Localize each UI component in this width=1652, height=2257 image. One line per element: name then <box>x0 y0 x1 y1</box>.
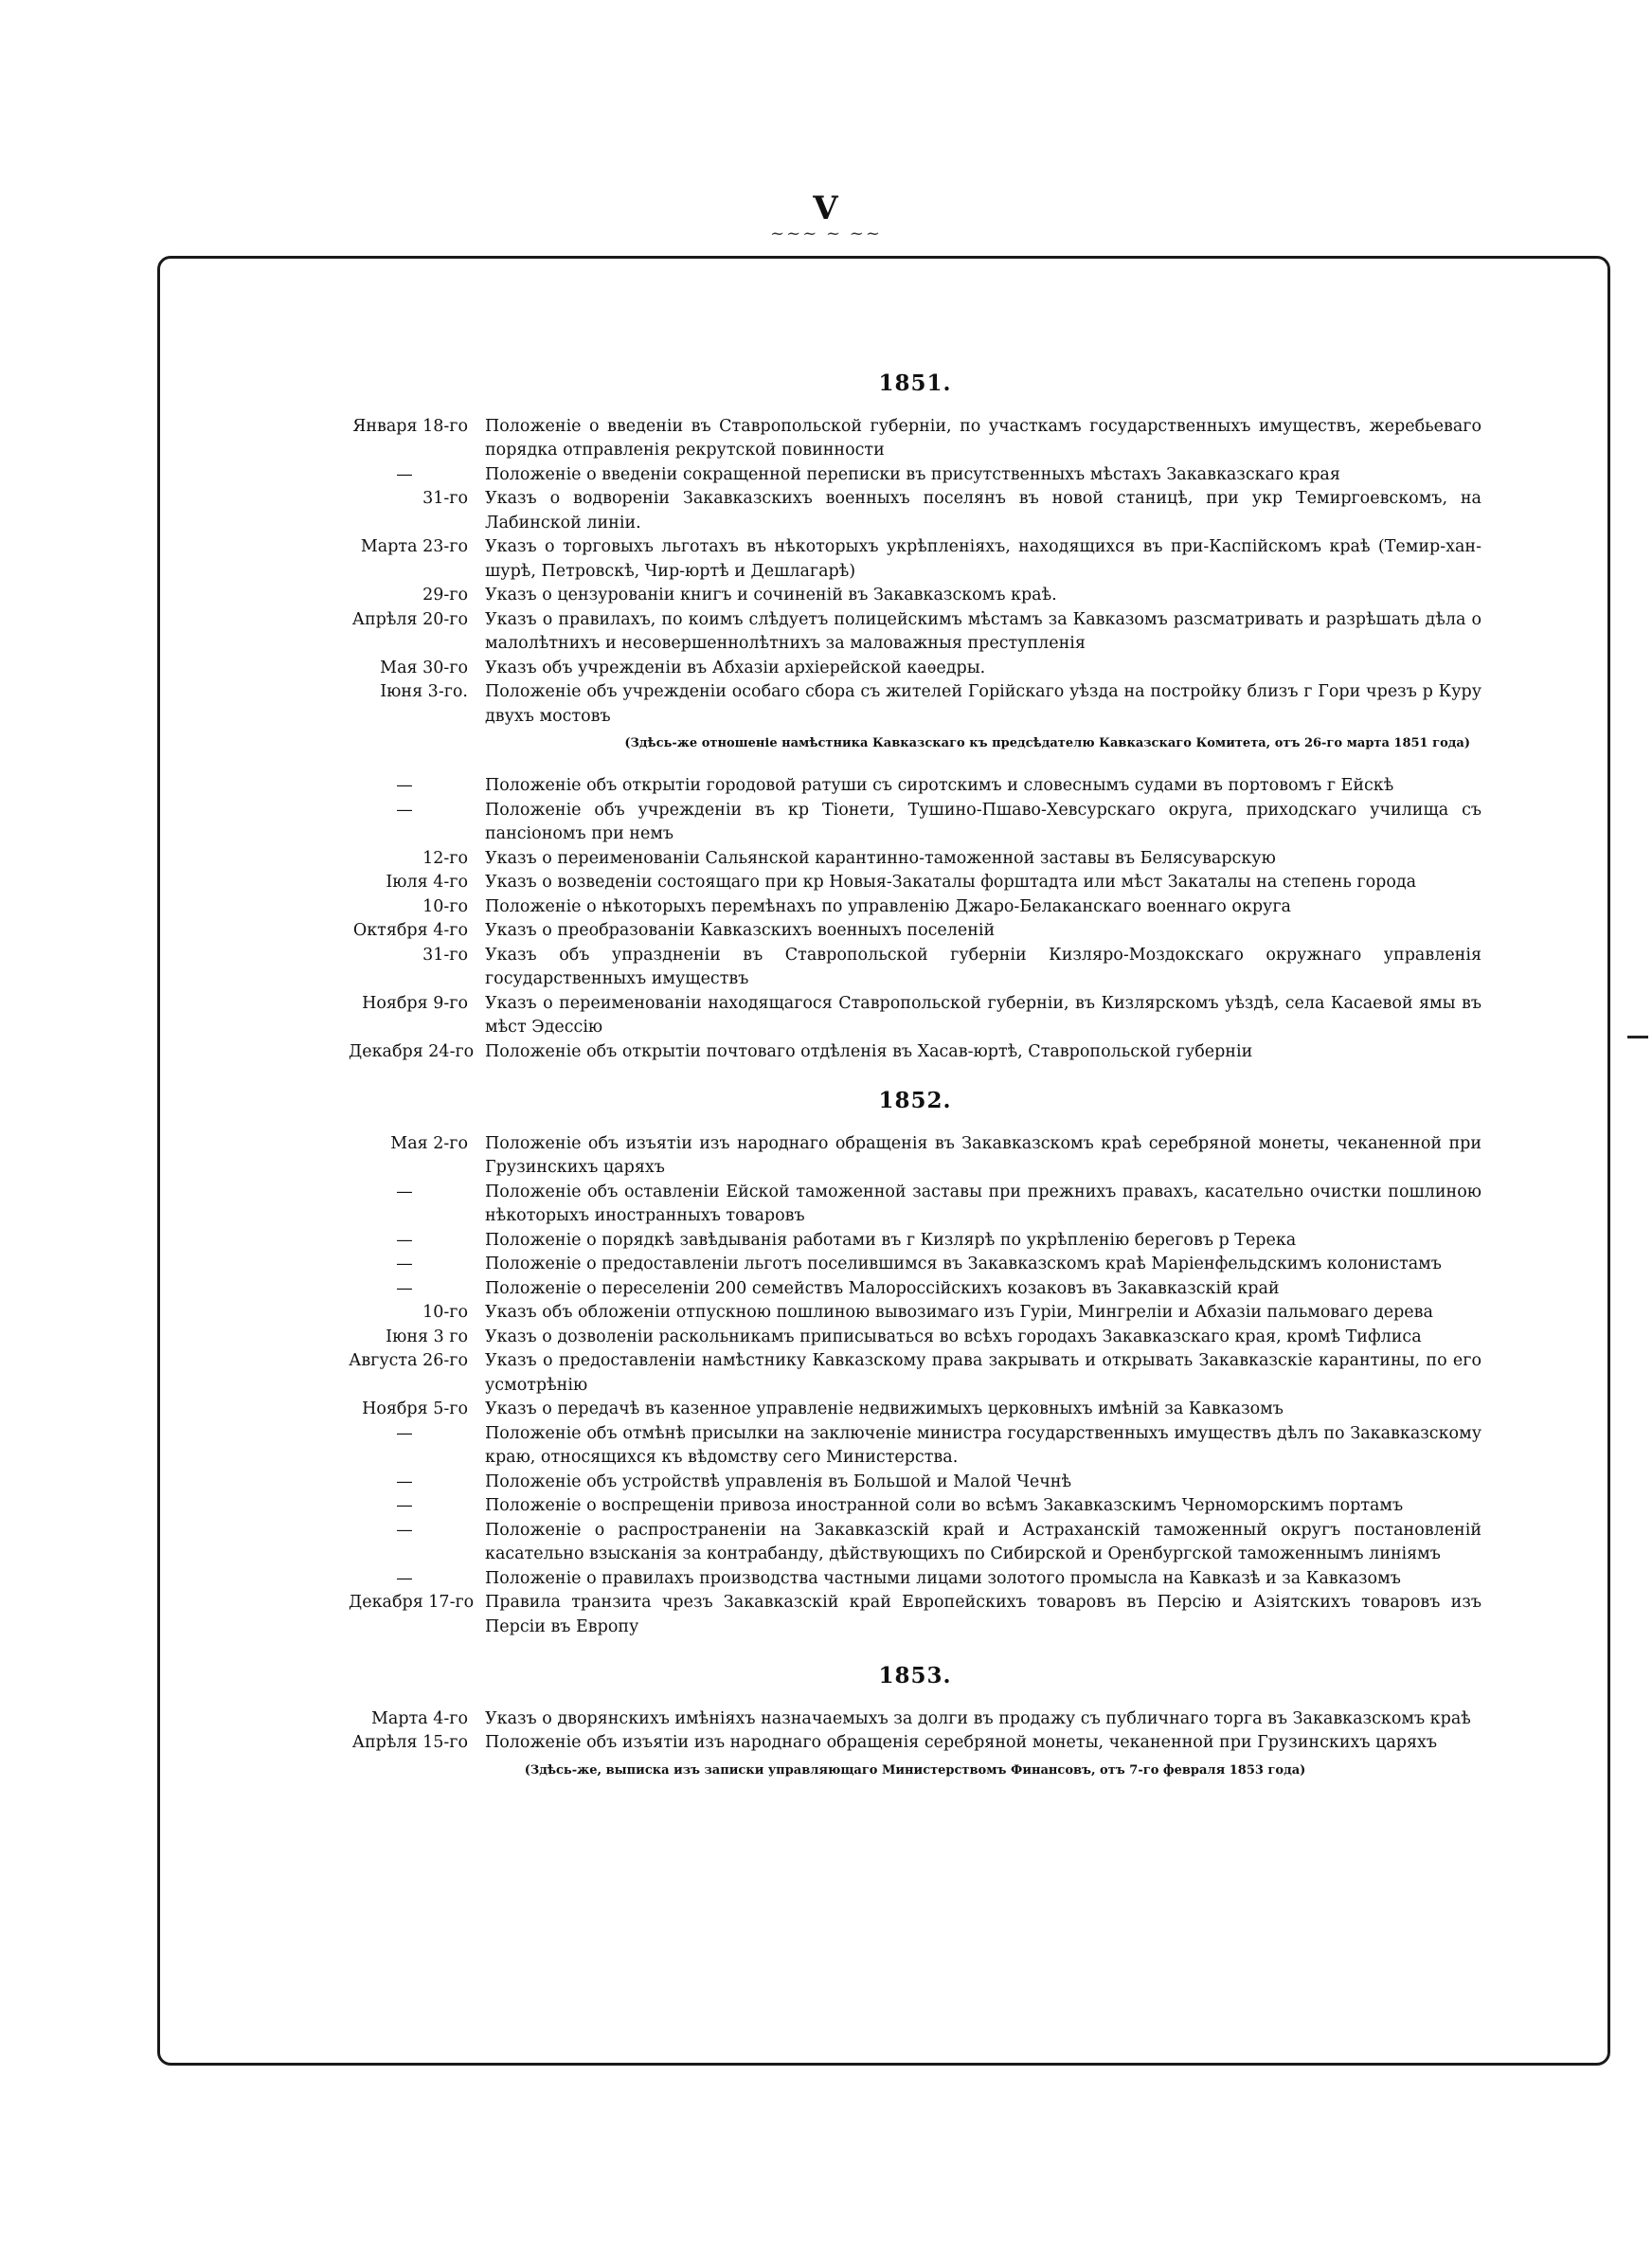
chronicle-entry <box>349 871 1481 895</box>
entry-date: Апрѣля 15-го <box>351 1733 468 1752</box>
entry-description: Указъ о правилахъ, по коимъ слѣдуетъ полицейскимъ мѣстамъ за Кавказомъ разсматривать и разрѣшать дѣла о малолѣтнихъ и несовершеннолѣтнихъ за маловажныя преступленія <box>485 609 1481 653</box>
chronicle-entry <box>349 657 1481 681</box>
entry-description: Положеніе объ открытіи почтоваго отдѣленія въ Хасав-юртѣ, Ставропольской губерніи <box>485 1041 1253 1061</box>
entry-description: Положеніе объ открытіи городовой ратуши съ сиротскимъ и словеснымъ судами въ портовомъ г Ейскѣ <box>485 776 1394 795</box>
entry-description: Положеніе о переселеніи 200 семействъ Малороссійскихъ козаковъ въ Закавказскій край <box>485 1278 1280 1298</box>
chronicle-entry <box>349 463 1481 488</box>
entry-date: — <box>396 1520 413 1540</box>
chronicle-entry <box>349 680 1481 729</box>
chronicle-entry <box>349 584 1481 608</box>
entry-description: Положеніе о предоставленіи льготъ поселившимся въ Закавказскомъ краѣ Маріенфельдскимъ колонистамъ <box>485 1255 1442 1273</box>
entry-date: Августа 26-го <box>349 1351 468 1370</box>
chronicle-entry <box>349 799 1481 847</box>
source-note: (Здѣсь-же отношеніе намѣстника Кавказскаго къ предсѣдателю Кавказскаго Комитета, отъ 26-го марта 1851 года) <box>624 736 1470 750</box>
chronicle-entry <box>349 1591 1481 1639</box>
chronicle-entry <box>349 1301 1481 1326</box>
entry-description: Положеніе о правилахъ производства частными лицами золотого промысла на Кавказѣ и за Кавказомъ <box>485 1568 1401 1588</box>
entry-date: 31-го <box>422 489 468 508</box>
entry-description: Указъ о переименованіи находящагося Ставропольской губерніи, въ Кизлярскомъ уѣздѣ, села Касаевой ямы въ мѣст Эдессію <box>485 993 1481 1037</box>
entry-date: Октября 4-го <box>352 921 468 940</box>
year-heading: 1851. <box>878 370 952 396</box>
entry-description: Положеніе объ учрежденіи особаго сбора съ жителей Горійскаго уѣзда на постройку близъ г Гори чрезъ р Куру двухъ мостовъ <box>485 682 1481 726</box>
chronicle-entry <box>349 1731 1481 1756</box>
entry-description: Положеніе объ учрежденіи въ кр Тіонети, Тушино-Пшаво-Хевсурскаго округа, приходскаго училища съ пансіономъ при немъ <box>485 800 1481 843</box>
document-body <box>349 371 1481 1801</box>
entry-description: Указъ о водвореніи Закавказскихъ военныхъ поселянъ въ новой станицѣ, при укр Темиргоевскомъ, на Лабинской линіи. <box>485 489 1481 533</box>
entry-description: Положеніе объ изъятіи изъ народнаго обращенія серебряной монеты, чеканенной при Грузинскихъ царяхъ <box>485 1733 1438 1752</box>
chronicle-entry <box>349 944 1481 992</box>
entry-date: — <box>396 1472 413 1491</box>
year-heading: 1852. <box>878 1088 952 1113</box>
entry-date: Іюня 3-го. <box>380 682 468 701</box>
entry-date: — <box>396 1423 413 1443</box>
entry-date: Апрѣля 20-го <box>351 609 468 629</box>
entry-date: 12-го <box>422 848 468 868</box>
entry-date: 10-го <box>422 896 468 916</box>
entry-description: Указъ о дворянскихъ имѣніяхъ назначаемыхъ за долги въ продажу съ публичнаго торга въ Закавказскомъ краѣ <box>485 1708 1471 1728</box>
chronicle-entry <box>349 1519 1481 1567</box>
entry-date: — <box>396 800 413 820</box>
entry-date: Мая 30-го <box>380 658 468 677</box>
chronicle-entry <box>349 774 1481 799</box>
entry-date: — <box>396 1278 413 1298</box>
entry-date: Декабря 17-го <box>349 1593 475 1612</box>
entry-description: Указъ о дозволеніи раскольникамъ приписываться во всѣхъ городахъ Закавказскаго края, кромѣ Тифлиса <box>485 1327 1422 1346</box>
entry-date: Ноября 5-го <box>362 1399 468 1418</box>
chronicle-entry <box>349 1326 1481 1350</box>
page-number: V <box>813 190 839 227</box>
entry-description: Указъ о цензурованіи книгъ и сочиненій въ Закавказскомъ краѣ. <box>485 586 1057 605</box>
entry-description: Положеніе объ изъятіи изъ народнаго обращенія въ Закавказскомъ краѣ серебряной монеты, чеканенной при Грузинскихъ царяхъ <box>485 1133 1481 1177</box>
entry-description: Указъ объ обложеніи отпускною пошлиною вывозимаго изъ Гуріи, Мингреліи и Абхазіи пальмоваго дерева <box>485 1303 1433 1322</box>
chronicle-entry <box>349 1494 1481 1519</box>
entry-description: Положеніе объ устройствѣ управленія въ Большой и Малой Чечнѣ <box>485 1472 1072 1491</box>
entry-date: 31-го <box>422 945 468 965</box>
entry-date: Марта 4-го <box>371 1708 468 1728</box>
chronicle-entry <box>349 1398 1481 1422</box>
chronicle-entry <box>349 535 1481 584</box>
year-heading: 1853. <box>878 1663 952 1688</box>
entry-date: Ноября 9-го <box>362 993 468 1013</box>
entry-date: — <box>396 1568 413 1588</box>
source-note: (Здѣсь-же, выписка изъ записки управляющаго Министерствомъ Финансовъ, отъ 7-го февраля 1853 года) <box>524 1762 1306 1778</box>
entry-description: Указъ о предоставленіи намѣстнику Кавказскому права закрывать и открывать Закавказскіе карантины, по его усмотрѣнію <box>485 1351 1481 1395</box>
entry-description: Правила транзита чрезъ Закавказскій край Европейскихъ товаровъ въ Персію и Азіятскихъ товаровъ изъ Персіи въ Европу <box>485 1593 1481 1636</box>
entry-description: Положеніе объ оставленіи Ейской таможенной заставы при прежнихъ правахъ, касательно очистки пошлиною нѣкоторыхъ иностранныхъ товаровъ <box>485 1182 1481 1225</box>
chronicle-entry <box>349 608 1481 657</box>
chronicle-entry <box>349 992 1481 1040</box>
entry-description: Указъ о преобразованіи Кавказскихъ военныхъ поселеній <box>485 921 996 940</box>
entry-date: — <box>396 1182 413 1201</box>
chronicle-entry <box>349 919 1481 944</box>
chronicle-entry <box>349 1253 1481 1277</box>
chronicle-entry <box>349 1707 1481 1732</box>
entry-description: Указъ объ учрежденіи въ Абхазіи архіерейской каѳедры. <box>485 658 986 677</box>
chronicle-entry <box>349 1181 1481 1229</box>
entry-date: — <box>396 776 413 795</box>
entry-description: Указъ о торговыхъ льготахъ въ нѣкоторыхъ укрѣпленіяхъ, находящихся въ при-Каспійскомъ краѣ (Темир-хан-шурѣ, Петровскѣ, Чир-юртѣ и Дешлагарѣ) <box>485 537 1481 581</box>
page-ornament: ~~~ ~ ~~ <box>770 224 882 244</box>
entry-description: Указъ о возведеніи состоящаго при кр Новыя-Закаталы форштадта или мѣст Закаталы на степень города <box>485 873 1417 892</box>
chronicle-entry <box>349 1132 1481 1181</box>
entry-date: 29-го <box>422 586 468 605</box>
chronicle-entry <box>349 895 1481 920</box>
margin-mark <box>1627 1036 1648 1038</box>
entry-date: — <box>396 1496 413 1515</box>
chronicle-entry <box>349 1349 1481 1398</box>
entry-date: — <box>396 464 413 484</box>
chronicle-entry <box>349 415 1481 463</box>
chronicle-entry <box>349 1471 1481 1495</box>
entry-description: Положеніе о воспрещеніи привоза иностранной соли во всѣмъ Закавказскимъ Черноморскимъ портамъ <box>485 1496 1404 1515</box>
entry-description: Положеніе о распространеніи на Закавказскій край и Астраханскій таможенный округъ постановленій касательно взысканія за контрабанду, дѣйствующихъ по Сибирской и Оренбургской таможеннымъ линіямъ <box>485 1520 1481 1563</box>
entry-description: Положеніе о порядкѣ завѣдыванія работами въ г Кизлярѣ по укрѣпленію береговъ р Терека <box>485 1230 1297 1250</box>
entry-date: 10-го <box>422 1303 468 1322</box>
chronicle-entry <box>349 847 1481 872</box>
entry-date: Декабря 24-го <box>349 1041 475 1061</box>
chronicle-entry <box>349 1040 1481 1065</box>
entry-description: Положеніе объ отмѣнѣ присылки на заключеніе министра государственныхъ имуществъ дѣлъ по Закавказскому краю, относящихся къ вѣдомству сего Министерства. <box>485 1423 1481 1467</box>
entry-description: Указъ объ упраздненіи въ Ставропольской губерніи Кизляро-Моздокскаго окружнаго управленія государственныхъ имуществъ <box>485 945 1481 988</box>
entry-date: — <box>396 1230 413 1250</box>
entry-date: — <box>396 1255 413 1273</box>
entry-description: Указъ о передачѣ въ казенное управленіе недвижимыхъ церковныхъ имѣній за Кавказомъ <box>485 1399 1284 1418</box>
entry-date: Іюля 4-го <box>386 873 468 892</box>
chronicle-entry <box>349 487 1481 535</box>
entry-date: Марта 23-го <box>360 537 468 556</box>
entry-description: Указъ о переименованіи Сальянской карантинно-таможенной заставы въ Белясуварскую <box>485 848 1276 868</box>
chronicle-entry <box>349 1277 1481 1302</box>
chronicle-entry <box>349 1422 1481 1471</box>
chronicle-entry <box>349 1229 1481 1254</box>
entry-description: Положеніе о введеніи въ Ставропольской губерніи, по участкамъ государственныхъ имуществъ, жеребьеваго порядка отправленія рекрутской повинности <box>485 416 1481 460</box>
entry-date: Іюня 3 го <box>386 1327 468 1346</box>
entry-date: Мая 2-го <box>390 1133 468 1153</box>
entry-description: Положеніе о нѣкоторыхъ перемѣнахъ по управленію Джаро-Белаканскаго военнаго округа <box>485 896 1291 916</box>
entry-description: Положеніе о введеніи сокращенной переписки въ присутственныхъ мѣстахъ Закавказскаго края <box>485 464 1340 484</box>
entry-date: Января 18-го <box>352 416 468 436</box>
chronicle-entry <box>349 1567 1481 1592</box>
